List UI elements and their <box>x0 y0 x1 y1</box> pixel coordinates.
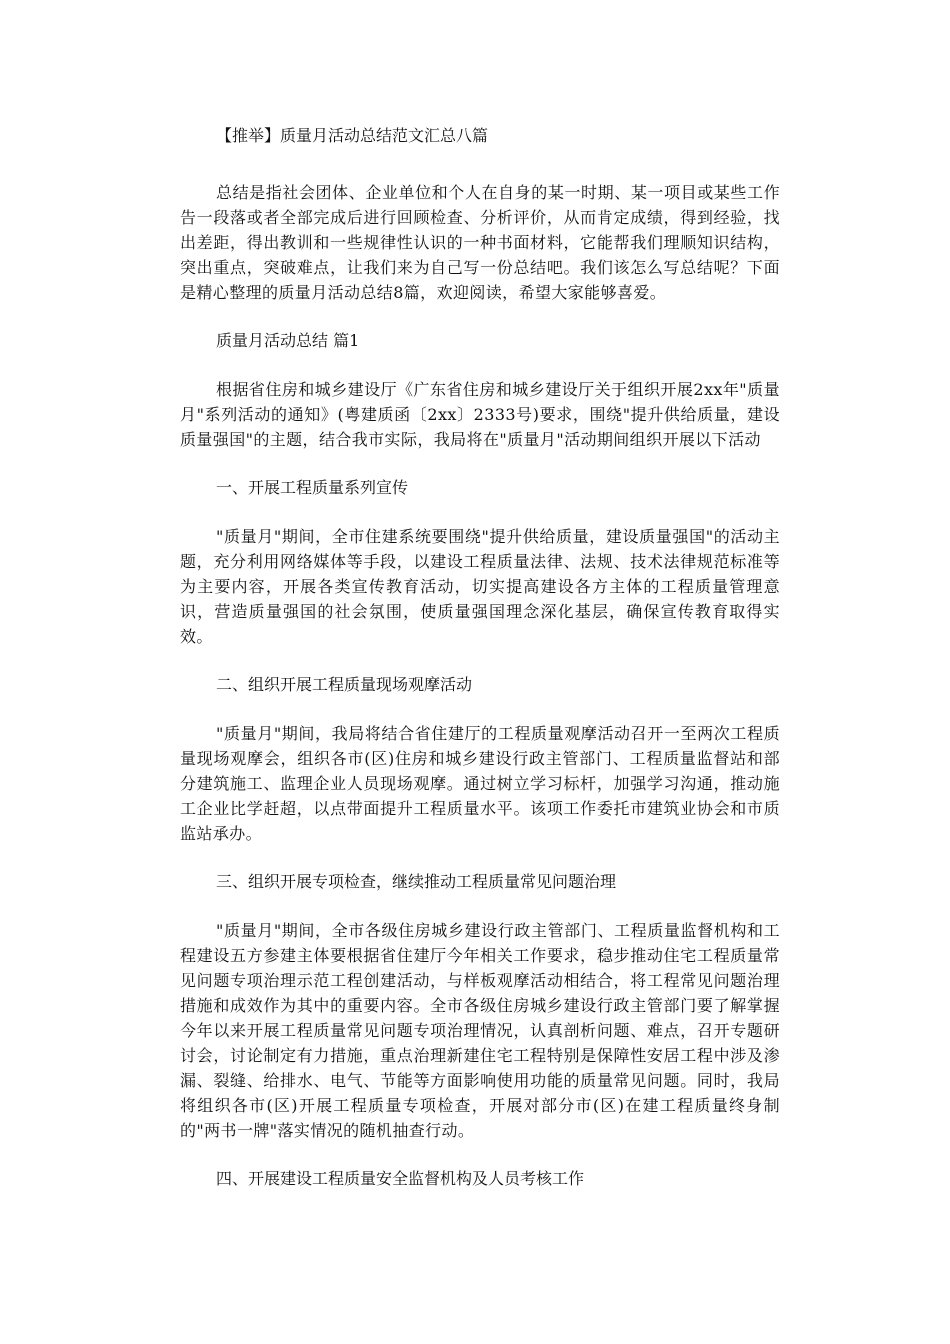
intro-paragraph: 总结是指社会团体、企业单位和个人在自身的某一时期、某一项目或某些工作告一段落或者全部完成后进行回顾检查、分析评价，从而肯定成绩，得到经验，找出差距，得出教训和一些规律性认识的一种书面材料，它能帮我们理顺知识结构，突出重点，突破难点，让我们来为自己写一份总结吧。我们该怎么写总结呢？下面是精心整理的质量月活动总结8篇，欢迎阅读，希望大家能够喜爱。 <box>180 183 780 302</box>
heading-4: 四、开展建设工程质量安全监督机构及人员考核工作 <box>216 1169 585 1188</box>
paragraph-1: 根据省住房和城乡建设厅《广东省住房和城乡建设厅关于组织开展2xx年"质量月"系列活动的通知》(粤建质函〔2xx〕2333号)要求，围绕"提升供给质量，建设质量强国"的主题，结合我市实际，我局将在"质量月"活动期间组织开展以下活动 <box>180 380 780 449</box>
heading-3: 三、组织开展专项检查，继续推动工程质量常见问题治理 <box>216 872 617 891</box>
heading-1: 一、开展工程质量系列宣传 <box>216 478 409 497</box>
section-title: 质量月活动总结 篇1 <box>216 331 360 350</box>
heading-2: 二、组织开展工程质量现场观摩活动 <box>216 675 473 694</box>
document-body <box>180 124 780 1215</box>
paragraph-3: "质量月"期间，我局将结合省住建厅的工程质量观摩活动召开一至两次工程质量现场观摩会，组织各市(区)住房和城乡建设行政主管部门、工程质量监督站和部分建筑施工、监理企业人员现场观摩。通过树立学习标杆，加强学习沟通，推动施工企业比学赶超，以点带面提升工程质量水平。该项工作委托市建筑业协会和市质监站承办。 <box>180 724 780 843</box>
paragraph-2: "质量月"期间，全市住建系统要围绕"提升供给质量，建设质量强国"的活动主题，充分利用网络媒体等手段，以建设工程质量法律、法规、技术法律规范标准等为主要内容，开展各类宣传教育活动，切实提高建设各方主体的工程质量管理意识，营造质量强国的社会氛围，使质量强国理念深化基层，确保宣传教育取得实效。 <box>180 527 780 646</box>
document-title: 【推举】质量月活动总结范文汇总八篇 <box>216 126 489 145</box>
paragraph-4: "质量月"期间，全市各级住房城乡建设行政主管部门、工程质量监督机构和工程建设五方参建主体要根据省住建厅今年相关工作要求，稳步推动住宅工程质量常见问题专项治理示范工程创建活动，与样板观摩活动相结合，将工程常见问题治理措施和成效作为其中的重要内容。全市各级住房城乡建设行政主管部门要了解掌握今年以来开展工程质量常见问题专项治理情况，认真剖析问题、难点，召开专题研讨会，讨论制定有力措施，重点治理新建住宅工程特别是保障性安居工程中涉及渗漏、裂缝、给排水、电气、节能等方面影响使用功能的质量常见问题。同时，我局将组织各市(区)开展工程质量专项检查，开展对部分市(区)在建工程质量终身制的"两书一牌"落实情况的随机抽查行动。 <box>180 921 780 1140</box>
